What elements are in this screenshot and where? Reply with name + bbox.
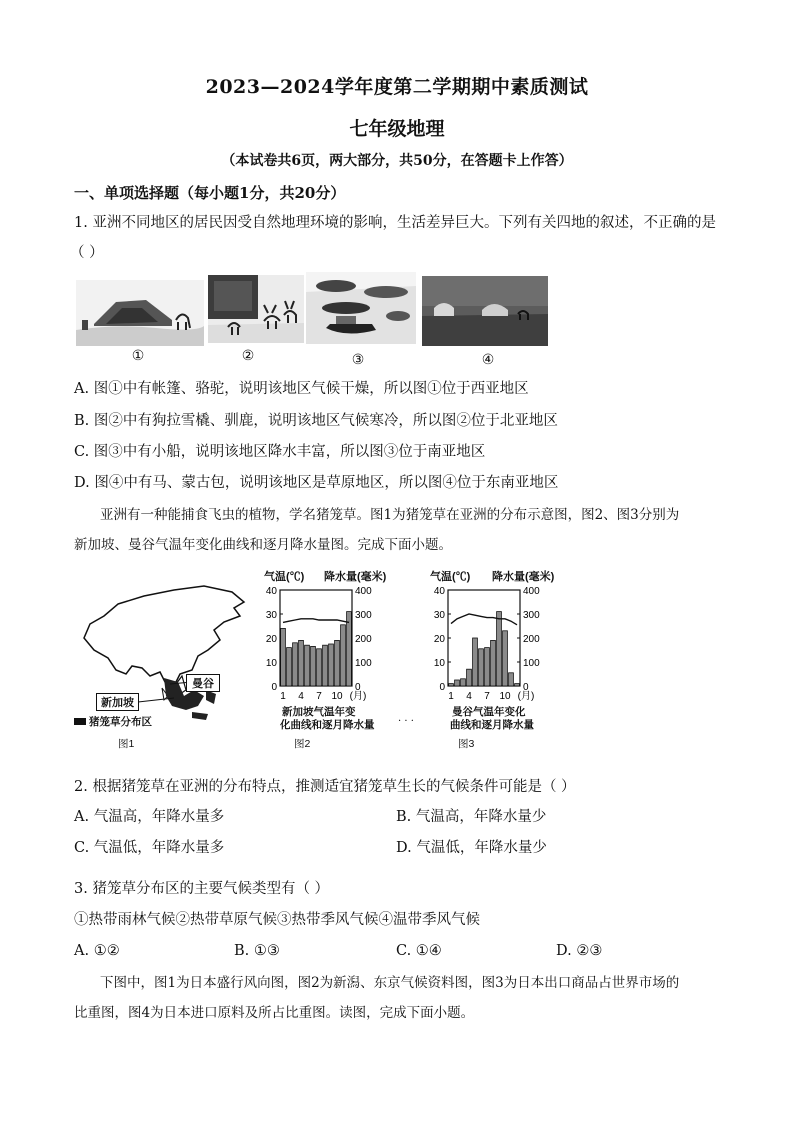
bangkok-plot-frame bbox=[448, 590, 520, 686]
q3-option-a[interactable]: A. ①② bbox=[74, 943, 120, 959]
bangkok-precip-bar bbox=[485, 648, 490, 686]
intro-paragraph-1-line2: 新加坡、曼谷气温年变化曲线和逐月降水量图。完成下面小题。 bbox=[74, 537, 452, 553]
exam-title: 2023—2024学年度第二学期期中素质测试 bbox=[205, 76, 589, 98]
singapore-precip-tick-label: 400 bbox=[355, 586, 372, 597]
bangkok-precip-bar bbox=[467, 669, 472, 686]
singapore-month-label: 1 bbox=[280, 691, 286, 702]
q1-option-a[interactable]: A. 图①中有帐篷、骆驼，说明该地区气候干燥，所以图①位于西亚地区 bbox=[74, 381, 529, 397]
bangkok-temperature-line bbox=[451, 614, 517, 625]
bangkok-temp-tick-label: 20 bbox=[433, 634, 445, 645]
singapore-precip-bar bbox=[341, 625, 346, 686]
singapore-month-label: 7 bbox=[316, 691, 322, 702]
question-3-items: ①热带雨林气候②热带草原气候③热带季风气候④温带季风气候 bbox=[74, 912, 480, 928]
figure-1-caption: 图1 bbox=[118, 738, 135, 750]
fig2-temp-axis-label: 气温(℃) bbox=[264, 571, 305, 583]
bangkok-temp-tick-label: 30 bbox=[433, 610, 445, 621]
figure-3 bbox=[430, 568, 560, 748]
singapore-climate-chart bbox=[262, 580, 392, 705]
q1-option-b[interactable]: B. 图②中有狗拉雪橇、驯鹿，说明该地区气候寒冷，所以图②位于北亚地区 bbox=[74, 413, 558, 429]
bangkok-precip-tick-label: 100 bbox=[523, 658, 540, 669]
section-heading: 一、单项选择题（每小题1分，共20分） bbox=[74, 184, 346, 202]
bangkok-precip-bar bbox=[479, 649, 484, 686]
label-singapore-text: 新加坡 bbox=[101, 697, 134, 709]
fig2-title-line2: 化曲线和逐月降水量 bbox=[280, 719, 375, 731]
label-bangkok-text: 曼谷 bbox=[192, 678, 214, 690]
dots-separator: · · · bbox=[398, 716, 414, 727]
bangkok-precip-bar bbox=[473, 638, 478, 686]
fig3-title-line2: 曲线和逐月降水量 bbox=[450, 719, 534, 731]
exam-subject: 七年级地理 bbox=[349, 118, 445, 140]
singapore-precip-bar bbox=[311, 646, 316, 686]
asia-outline bbox=[84, 586, 244, 686]
question-1-stem: 1. 亚洲不同地区的居民因受自然地理环境的影响，生活差异巨大。下列有关四地的叙述，不正确的是 bbox=[74, 215, 716, 231]
bangkok-month-label: 1 bbox=[448, 691, 454, 702]
exam-note: （本试卷共6页，两大部分，共50分，在答题卡上作答） bbox=[221, 153, 573, 169]
singapore-precip-bar bbox=[293, 643, 298, 686]
photo-yurt bbox=[422, 276, 548, 346]
q1-option-c[interactable]: C. 图③中有小船，说明该地区降水丰富，所以图③位于南亚地区 bbox=[74, 444, 486, 460]
bangkok-month-label: 7 bbox=[484, 691, 490, 702]
singapore-precip-bar bbox=[305, 645, 310, 686]
bangkok-precip-bar bbox=[455, 680, 460, 686]
singapore-precip-bar bbox=[317, 649, 322, 686]
bangkok-climate-chart bbox=[430, 580, 560, 705]
figure-label-4: ④ bbox=[481, 352, 495, 368]
question-2-stem: 2. 根据猪笼草在亚洲的分布特点，推测适宜猪笼草生长的气候条件可能是（ ） bbox=[74, 779, 576, 795]
singapore-temperature-line bbox=[283, 619, 349, 623]
singapore-precip-tick-label: 0 bbox=[355, 682, 361, 693]
q3-option-d[interactable]: D. ②③ bbox=[556, 943, 603, 959]
q2-option-c[interactable]: C. 气温低，年降水量多 bbox=[74, 840, 225, 856]
bangkok-temp-tick-label: 10 bbox=[433, 658, 445, 669]
singapore-precip-bar bbox=[329, 644, 334, 686]
singapore-precip-bar bbox=[335, 640, 340, 686]
bangkok-precip-tick-label: 300 bbox=[523, 610, 540, 621]
singapore-precip-bar bbox=[323, 645, 328, 686]
bangkok-precip-bar bbox=[449, 684, 454, 686]
q2-option-b[interactable]: B. 气温高，年降水量少 bbox=[396, 809, 547, 825]
bangkok-precip-tick-label: 200 bbox=[523, 634, 540, 645]
bangkok-month-unit: (月) bbox=[517, 691, 535, 702]
bangkok-precip-tick-label: 400 bbox=[523, 586, 540, 597]
bangkok-precip-tick-label: 0 bbox=[523, 682, 529, 693]
bangkok-precip-bar bbox=[461, 679, 466, 686]
singapore-temp-tick-label: 40 bbox=[265, 586, 277, 597]
figure-2-caption: 图2 bbox=[294, 738, 311, 750]
singapore-temp-tick-label: 30 bbox=[265, 610, 277, 621]
intro-paragraph-2-line2: 比重图，图4为日本进口原料及所占比重图。读图，完成下面小题。 bbox=[74, 1005, 475, 1021]
fig3-temp-axis-label: 气温(℃) bbox=[430, 571, 471, 583]
legend-swatch bbox=[74, 718, 86, 725]
q2-option-a[interactable]: A. 气温高，年降水量多 bbox=[74, 809, 225, 825]
figure-label-1: ① bbox=[131, 348, 145, 364]
bangkok-temp-tick-label: 0 bbox=[439, 682, 445, 693]
singapore-precip-bar bbox=[299, 640, 304, 686]
singapore-precip-bar bbox=[287, 648, 292, 686]
bangkok-precip-bar bbox=[497, 612, 502, 686]
map-label-bangkok bbox=[186, 674, 220, 692]
q2-option-d[interactable]: D. 气温低，年降水量少 bbox=[396, 840, 547, 856]
singapore-precip-tick-label: 100 bbox=[355, 658, 372, 669]
map-label-singapore bbox=[96, 693, 139, 711]
bangkok-month-label: 10 bbox=[499, 691, 511, 702]
singapore-month-label: 10 bbox=[331, 691, 343, 702]
fig3-title-line1: 曼谷气温年变化 bbox=[452, 706, 526, 718]
bangkok-precip-bar bbox=[503, 631, 508, 686]
fig3-precip-axis-label: 降水量(毫米) bbox=[492, 571, 555, 583]
q1-option-d[interactable]: D. 图④中有马、蒙古包，说明该地区是草原地区，所以图④位于东南亚地区 bbox=[74, 475, 559, 491]
bangkok-temp-tick-label: 40 bbox=[433, 586, 445, 597]
bangkok-precip-bar bbox=[515, 684, 520, 686]
singapore-temp-tick-label: 10 bbox=[265, 658, 277, 669]
question-1-paren: （ ） bbox=[70, 245, 104, 261]
legend-label: 猪笼草分布区 bbox=[89, 716, 152, 728]
photo-desert-tent bbox=[76, 280, 204, 346]
bangkok-month-label: 4 bbox=[466, 691, 472, 702]
singapore-month-label: 4 bbox=[298, 691, 304, 702]
singapore-temp-tick-label: 20 bbox=[265, 634, 277, 645]
q3-option-c[interactable]: C. ①④ bbox=[396, 943, 442, 959]
photo-boats bbox=[306, 272, 416, 344]
figure-label-2: ② bbox=[241, 348, 255, 364]
bangkok-precip-bar bbox=[491, 640, 496, 686]
singapore-precip-tick-label: 200 bbox=[355, 634, 372, 645]
figure-3-caption: 图3 bbox=[458, 738, 475, 750]
map-legend bbox=[74, 714, 152, 729]
q3-option-b[interactable]: B. ①③ bbox=[234, 943, 280, 959]
fig2-precip-axis-label: 降水量(毫米) bbox=[324, 571, 387, 583]
photo-dog-sled bbox=[208, 275, 304, 343]
singapore-precip-tick-label: 300 bbox=[355, 610, 372, 621]
singapore-temp-tick-label: 0 bbox=[271, 682, 277, 693]
intro-paragraph-1-line1: 亚洲有一种能捕食飞虫的植物，学名猪笼草。图1为猪笼草在亚洲的分布示意图，图2、图3分别为 bbox=[100, 507, 680, 523]
figure-2 bbox=[262, 568, 392, 748]
bangkok-precip-bar bbox=[509, 673, 514, 686]
figure-label-3: ③ bbox=[351, 352, 365, 368]
singapore-month-unit: (月) bbox=[349, 691, 367, 702]
fig2-title-line1: 新加坡气温年变 bbox=[282, 706, 356, 718]
intro-paragraph-2-line1: 下图中，图1为日本盛行风向图，图2为新潟、东京气候资料图，图3为日本出口商品占世界市场的 bbox=[100, 975, 680, 991]
question-3-stem: 3. 猪笼草分布区的主要气候类型有（ ） bbox=[74, 881, 330, 897]
singapore-precip-bar bbox=[281, 628, 286, 686]
